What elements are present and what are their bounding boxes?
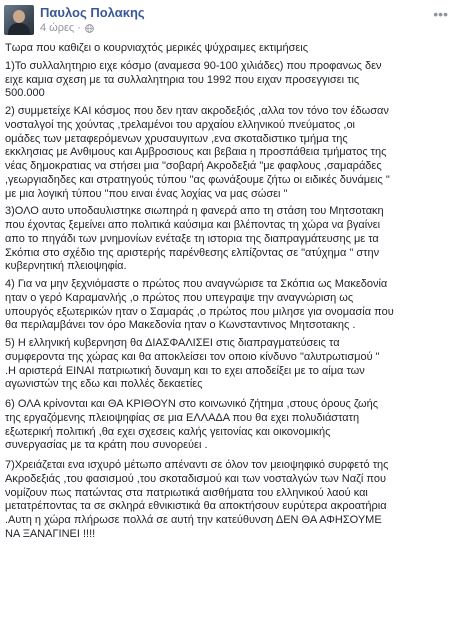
post-text-line: .Αυτη η χώρα πλήρωσε πολλά σε αυτή την κατεύθυνση ΔΕΝ ΘΑ ΑΦΗΣΟΥΜΕ: [5, 514, 382, 526]
globe-icon[interactable]: [85, 24, 94, 33]
more-options-icon[interactable]: •••: [433, 6, 448, 22]
avatar-head: [13, 10, 25, 23]
post-text-line: ομάδες των μεταφερόμενων χρυσαυγιτων ,ενα σκοταδιστικο τμήμα της: [5, 132, 348, 145]
post-header: [0, 0, 460, 40]
post-paragraph: [5, 60, 457, 101]
post-text-line: συμφεροντα της χώρας και θα αποκλείσει τον οποιο κίνδυνο "αλυτρωτισμού ": [5, 350, 380, 363]
post-text-line: 3)ΟΛΟ αυτο υποδαυλιστηκε σιωπηρά η φανερά απο τη στάση του Μητσοτακη: [5, 205, 384, 218]
post-text-line: εκκλησιας με Ανθιμους και Αμβροσιους και βεβαια η προσπάθεια τμήματος της: [5, 146, 387, 159]
post-paragraph: [5, 398, 457, 453]
post-paragraph: [5, 337, 457, 392]
post-text-line: Ακροδεξιάς ,του φασισμού ,του σκοταδισμού και των νοσταλγών των Ναζί που: [5, 472, 386, 485]
avatar[interactable]: [4, 5, 34, 35]
post-text-line: κυβερνητική πλειοψηφία.: [5, 260, 127, 273]
post-paragraph: [5, 459, 457, 542]
post-text-line: 2) συμμετείχε ΚΑΙ κόσμος που δεν ηταν ακροδεξιός ,αλλα τον τόνο τον έδωσαν: [5, 105, 389, 117]
post-text-line: 6) ΟΛΑ κρίνονται και ΘΑ ΚΡΙΘΟΥΝ στο κοινωνικό ζήτημα ,στους όρους ζωής: [5, 398, 379, 410]
post-text-line: μετατρέποντας τα σε σκληρά εθνικιστικά θα αποκτήσουν ευρύτερα ακροατήρια: [5, 500, 387, 513]
post-text-line: 4) Για να μην ξεχνιόμαστε ο πρώτος που αναγνώρισε τα Σκόπια ως Μακεδονία: [5, 278, 388, 290]
post-text-line: νέας δημοκρατιας να στήσει μια "σοβαρή Ακροδεξιά "με φαφλους ,σαμαράδες: [5, 160, 382, 172]
post-text-line: θα περιλαμβάνει τον όρο Μακεδονία ηταν ο Κωνσταντινος Μητσοτακης .: [5, 319, 356, 332]
post-text-line: Τωρα που καθιζει ο κουρνιαχτός μερικές ψύχραιμες εκτιμήσεις: [5, 42, 309, 54]
post-text-line: ΝΑ ΞΑΝΑΓΙΝΕΙ !!!!: [5, 527, 96, 540]
post-text-line: 7)Χρειάζεται ενα ισχυρό μέτωπο απέναντι σε όλον τον μειοψηφικό συρφετό της: [5, 459, 389, 471]
post-text-line: της εργαζόμενης πλειοψηφίας σε μια ΕΛΛΑΔΑ που θα εχει πολυδιάστατη: [5, 411, 360, 424]
post-text-line: εξωτερική πολιτική ,θα εχει σχεσεις καλής γειτονίας και οικονομικής: [5, 425, 331, 438]
post-text: [5, 42, 457, 546]
post-paragraph: [5, 205, 457, 274]
post-text-line: ηταν ο γερό Καραμανλής ,ο πρώτος που υπεγραψε την αναγνώριση ως: [5, 291, 354, 304]
post-text-line: Σκόπια στο σχέδιο της αριστερής παρένθεσης ελπίζοντας σε "ατύχημα " στην: [5, 246, 380, 259]
post-text-line: συνεργασίας με τα κράτη που συνορεύει .: [5, 439, 208, 452]
post-text-line: ειχε καμια σχεση με τα συλλαλητηρια του 1992 που ειχαν προσεγγισει τις: [5, 73, 360, 86]
post-timestamp[interactable]: 4 ώρες ·: [40, 22, 81, 34]
post-text-line: που έχοντας ξεμείνει απο πολιτικά καύσιμα και βλέποντας τη χώρα να βγαίνει: [5, 219, 381, 231]
post-text-line: 1)Το συλλαλητηριο ειχε κόσμο (αναμεσα 90-100 χιλιάδες) που προφανως δεν: [5, 59, 382, 72]
post-text-line: αγωνιστών της εδω και πολλές δεκαετίες: [5, 378, 203, 391]
avatar-body: [8, 23, 30, 35]
post-text-line: με μια λογική τύπου "που ειναι ένας λοχίας να μας σώσει ": [5, 187, 288, 200]
post-text-line: 5) Η ελληνική κυβερνηση θα ΔΙΑΣΦΑΛΙΣΕΙ στις διαπραγματεύσεις τα: [5, 337, 340, 349]
post-text-line: ,γεωργιαδηδες και στρατηγούς τύπου "ας φωνάξουμε ζήτω οι ειδικές δυνάμεις ": [5, 173, 390, 186]
post-meta: [40, 22, 94, 34]
post-paragraph: [5, 42, 457, 56]
post-paragraph: [5, 105, 457, 201]
post-text-line: 500.000: [5, 87, 45, 100]
post-text-line: υπουργός εξωτερικών ηταν ο Σαμαράς ,ο πρώτος που μιλησε για ονομασία που: [5, 305, 394, 318]
post-text-line: απο το πηγάδι των μνημονίων ενέταξε τη ιστορια της διαπραγμάτευσης με τα: [5, 232, 379, 245]
post-paragraph: [5, 278, 457, 333]
author-name[interactable]: Παυλος Πολακης: [40, 5, 145, 20]
post-text-line: νοσταλγοί της χούντας ,τρελαμένοι του αρχαίου ελληνικού πνεύματος ,οι: [5, 118, 356, 131]
post-text-line: νομίζουν πως πατώντας στα πατριωτικά αισθήματα του ελληνικού λαού και: [5, 486, 368, 499]
post-text-line: .Η αριστερά ΕΙΝΑΙ πατριωτική δυναμη και το εχει αποδείξει με το αίμα των: [5, 364, 365, 377]
